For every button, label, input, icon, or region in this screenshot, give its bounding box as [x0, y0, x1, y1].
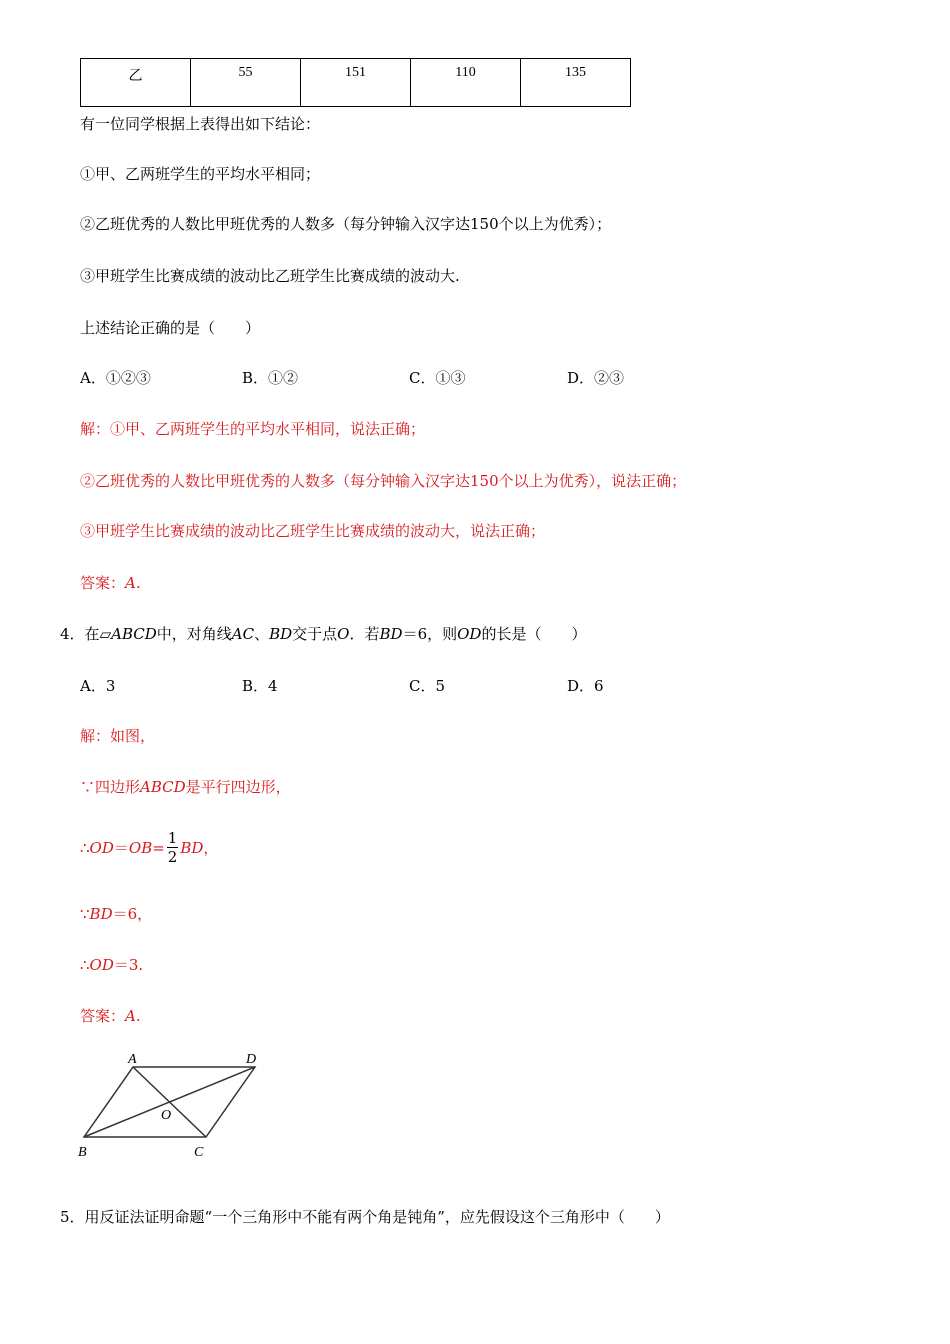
- q4-text: ∵四边形: [80, 778, 141, 796]
- q4-because-2: [80, 904, 152, 924]
- fraction-one-half: [167, 829, 179, 866]
- q4-text: ＝3.: [113, 956, 144, 974]
- q4-number: 4．: [60, 625, 85, 643]
- table-cell: 151: [301, 59, 411, 107]
- q3-conclusion-3: ③甲班学生比赛成绩的波动比乙班学生比赛成绩的波动大.: [80, 267, 460, 285]
- q4-text: ，: [203, 839, 219, 857]
- fraction-denominator: 2: [167, 847, 178, 866]
- therefore-icon: ∴: [80, 839, 90, 857]
- therefore-icon: ∴: [80, 956, 90, 974]
- q4-var-bd: BD: [379, 625, 403, 643]
- q4-stem-part: ．若: [349, 625, 380, 643]
- q4-stem-part: 的长是（ ）: [481, 625, 587, 643]
- q4-var-ac: AC: [231, 625, 255, 643]
- q3-option-a: A．①②③: [80, 369, 151, 387]
- q3-answer: [80, 573, 141, 593]
- because-icon: ∵: [80, 905, 90, 923]
- q4-solution-intro: 解：如图，: [80, 727, 156, 745]
- q4-stem-part: ＝6，则: [402, 625, 458, 643]
- q4-var: OD: [89, 956, 114, 974]
- q4-stem: [60, 624, 586, 644]
- q5-stem: [60, 1207, 670, 1227]
- label-o: O: [161, 1108, 172, 1123]
- q4-var-abcd: ABCD: [111, 625, 157, 643]
- q4-option-b: B．4: [242, 677, 278, 695]
- q4-var-od: OD: [457, 625, 482, 643]
- label-b: B: [78, 1145, 87, 1160]
- q4-var-bd: BD: [269, 625, 293, 643]
- label-d: D: [246, 1052, 257, 1067]
- table-cell: 110: [411, 59, 521, 107]
- q4-text: =: [152, 839, 165, 857]
- answer-label: 答案：: [80, 1007, 126, 1025]
- q3-solution-2: ②乙班优秀的人数比甲班优秀的人数多（每分钟输入汉字达150个以上为优秀），说法正确；: [80, 472, 687, 490]
- q4-var-o: O: [337, 625, 350, 643]
- q3-intro: 有一位同学根据上表得出如下结论：: [80, 115, 321, 133]
- q4-var: BD: [180, 839, 204, 857]
- answer-value: A: [125, 1007, 136, 1025]
- table-cell: 55: [191, 59, 301, 107]
- q4-stem-part: 在: [84, 625, 100, 643]
- q4-stem-part: 中，对角线: [156, 625, 232, 643]
- q3-option-b: B．①②: [242, 369, 299, 387]
- answer-end: .: [135, 1007, 141, 1025]
- fraction-numerator: 1: [167, 828, 178, 847]
- q4-therefore-1: [80, 828, 218, 868]
- table-row: [81, 59, 631, 107]
- q4-stem-part: 交于点: [292, 625, 338, 643]
- parallelogram-icon: ▱: [99, 625, 112, 643]
- q3-question: 上述结论正确的是（ ）: [80, 319, 261, 337]
- q4-var: BD: [89, 905, 113, 923]
- q3-conclusion-1: ①甲、乙两班学生的平均水平相同；: [80, 165, 321, 183]
- q4-answer: [80, 1006, 141, 1026]
- q5-number: 5．: [60, 1208, 85, 1226]
- answer-label: 答案：: [80, 574, 126, 592]
- q3-solution-3: ③甲班学生比赛成绩的波动比乙班学生比赛成绩的波动大，说法正确；: [80, 522, 546, 540]
- label-c: C: [194, 1145, 204, 1160]
- answer-end: .: [135, 574, 141, 592]
- q3-option-d: D．②③: [567, 369, 625, 387]
- answer-value: A: [125, 574, 136, 592]
- parallelogram-figure: [70, 1045, 270, 1165]
- q4-because-1: [80, 777, 291, 797]
- q4-stem-part: 、: [254, 625, 270, 643]
- q3-option-c: C．①③: [409, 369, 466, 387]
- q4-text: 是平行四边形，: [185, 778, 291, 796]
- label-a: A: [128, 1052, 137, 1067]
- q5-text: 用反证法证明命题“一个三角形中不能有两个角是钝角”，应先假设这个三角形中（ ）: [84, 1208, 670, 1226]
- q4-text: ＝6，: [112, 905, 153, 923]
- q4-var: ABCD: [140, 778, 186, 796]
- q3-conclusion-2: ②乙班优秀的人数比甲班优秀的人数多（每分钟输入汉字达150个以上为优秀）；: [80, 215, 612, 233]
- table-cell-class: 乙: [81, 59, 191, 107]
- q4-therefore-2: [80, 955, 143, 975]
- q4-text: ＝: [113, 839, 129, 857]
- table-cell: 135: [521, 59, 631, 107]
- score-table: [80, 58, 631, 107]
- q4-var: OD: [89, 839, 114, 857]
- q4-option-c: C．5: [409, 677, 446, 695]
- q4-option-d: D．6: [567, 677, 604, 695]
- diagonal-bd: [84, 1067, 255, 1137]
- q3-solution-1: 解：①甲、乙两班学生的平均水平相同，说法正确；: [80, 420, 426, 438]
- q4-var: OB: [128, 839, 153, 857]
- q4-option-a: A．3: [80, 677, 116, 695]
